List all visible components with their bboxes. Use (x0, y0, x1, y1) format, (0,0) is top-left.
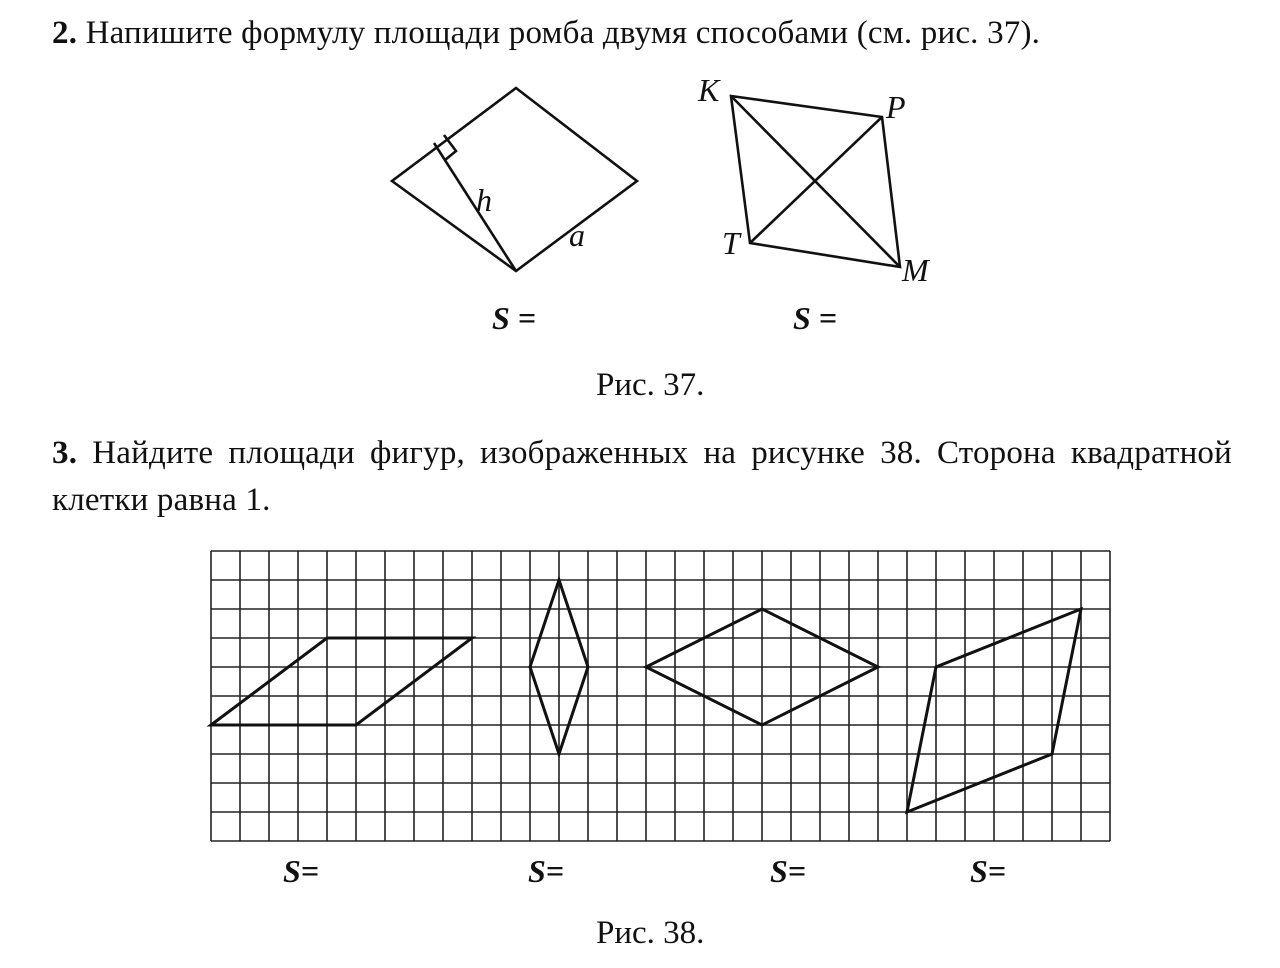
figure-37-left-area: S = (492, 300, 537, 336)
parallelogram (211, 638, 472, 725)
task-2-number: 2. (52, 15, 78, 51)
figure-37-right-area: S = (793, 300, 838, 336)
side-label: a (569, 217, 585, 253)
vertex-k-label: K (698, 72, 720, 108)
area-label-3: S= (770, 853, 807, 889)
vertex-t-label: T (722, 225, 740, 261)
figure-37-caption: Рис. 37. (596, 367, 705, 403)
area-label-1: S= (283, 853, 320, 889)
vertex-p-label: P (886, 89, 906, 125)
square-grid (211, 551, 1110, 841)
task-2-text: Напишите формулу площади ромба двумя способами (см. рис. 37). (77, 15, 1041, 51)
vertex-m-label: M (902, 252, 929, 288)
task-3-number: 3. (52, 435, 78, 471)
task-3-text: Найдите площади фигур, изображенных на рисунке 38. Сторона квадратной клетки равна 1. (52, 435, 1232, 518)
area-label-2: S= (528, 853, 565, 889)
figure-38-caption: Рис. 38. (596, 915, 705, 951)
area-label-4: S= (970, 853, 1007, 889)
height-label: h (476, 182, 492, 218)
